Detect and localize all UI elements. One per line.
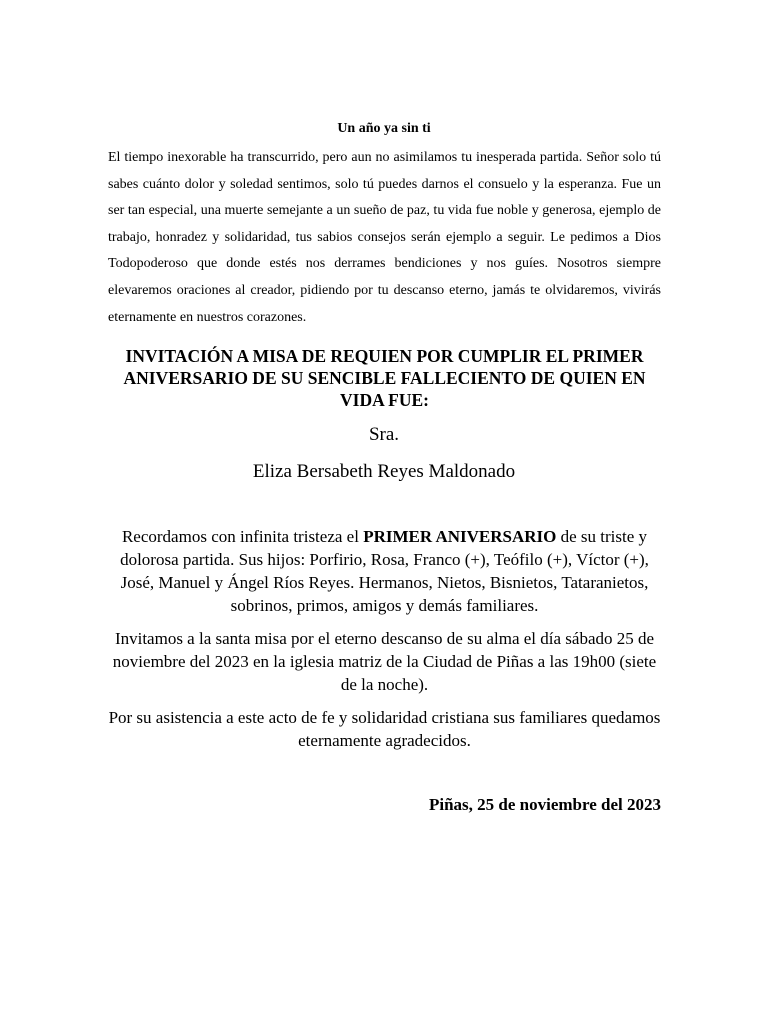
gratitude-paragraph: Por su asistencia a este acto de fe y solidaridad cristiana sus familiares quedamos eternamente agradecidos. <box>108 708 661 750</box>
remembrance-emphasis: PRIMER ANIVERSARIO <box>363 527 557 546</box>
invitation-details-paragraph: Invitamos a la santa misa por el eterno descanso de su alma el día sábado 25 de noviembre del 2023 en la iglesia matriz de la Ciudad de Piñas a las 19h00 (siete de la noche). <box>112 629 657 694</box>
place-and-date: Piñas, 25 de noviembre del 2023 <box>428 795 661 814</box>
deceased-name: Eliza Bersabeth Reyes Maldonado <box>252 461 516 482</box>
remembrance-text-after: de su triste y dolorosa partida. Sus hijos: Porfirio, Rosa, Franco (+), Teófilo (+), Víctor (+), José, Manuel y Ángel Ríos Reyes. Hermanos, Nietos, Bisnietos, Tataranietos, sobrinos, primos, amigos y demás familiares. <box>120 527 649 615</box>
intro-paragraph: El tiempo inexorable ha transcurrido, pero aun no asimilamos tu inesperada partida. Señor solo tú sabes cuánto dolor y soledad sentimos, solo tú puedes darnos el consuelo y la esperanza. Fue un ser tan especial, una muerte semejante a un sueño de paz, tu vida fue noble y generosa, ejemplo de trabajo, honradez y solidaridad, tus sabios consejos serán ejemplo a seguir. Le pedimos a Dios Todopoderoso que donde estés nos derrames bendiciones y nos guíes. Nosotros siempre elevaremos oraciones al creador, pidiendo por tu descanso eterno, jamás te olvidaremos, vivirás eternamente en nuestros corazones. <box>108 150 661 325</box>
document-title: Un año ya sin ti <box>337 121 431 136</box>
invitation-heading: INVITACIÓN A MISA DE REQUIEN POR CUMPLIR EL PRIMER ANIVERSARIO DE SU SENCIBLE FALLECIENTO DE QUIEN EN VIDA FUE: <box>123 346 646 410</box>
honorific: Sra. <box>368 424 400 445</box>
remembrance-paragraph <box>108 525 661 617</box>
remembrance-text-before: Recordamos con infinita tristeza el <box>121 527 364 546</box>
